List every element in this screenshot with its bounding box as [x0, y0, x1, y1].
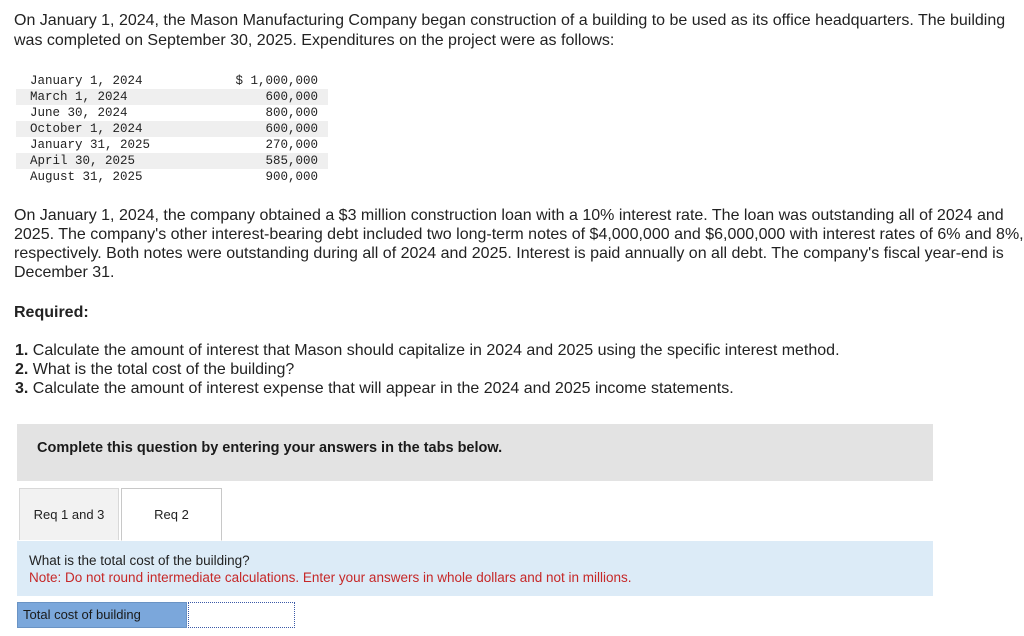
expenditure-amount: 270,000 — [265, 138, 318, 152]
requirements-list — [15, 341, 840, 398]
expenditure-amount: 600,000 — [200, 121, 328, 137]
expenditure-date: October 1, 2024 — [16, 121, 200, 137]
table-row — [16, 121, 328, 137]
table-row — [16, 89, 328, 105]
expenditure-amount: 900,000 — [265, 170, 318, 184]
expenditure-amount: $ 1,000,000 — [235, 74, 318, 88]
problem-intro: On January 1, 2024, the Mason Manufacturing Company began construction of a building to be used as its office headquarters. The building was completed on September 30, 2025. Expenditures on the project were as follows: — [14, 12, 1006, 49]
expenditure-date: January 1, 2024 — [30, 74, 143, 88]
table-row — [16, 105, 328, 121]
panel-question: What is the total cost of the building? — [29, 553, 250, 568]
panel-note: Note: Do not round intermediate calculations. Enter your answers in whole dollars and not in millions. — [29, 570, 632, 585]
instructions-banner: Complete this question by entering your answers in the tabs below. — [17, 424, 933, 481]
requirement-text: Calculate the amount of interest that Mason should capitalize in 2024 and 2025 using the specific interest method. — [32, 342, 840, 359]
expenditure-amount: 585,000 — [200, 153, 328, 169]
requirement-number: 2. — [15, 361, 29, 378]
expenditure-amount: 800,000 — [265, 106, 318, 120]
question-panel — [17, 541, 933, 596]
expenditures-table — [16, 73, 328, 185]
list-item — [15, 360, 840, 379]
tab-req-1-and-3[interactable]: Req 1 and 3 — [19, 488, 119, 540]
table-row — [16, 153, 328, 169]
requirement-number: 1. — [15, 342, 29, 359]
required-heading: Required: — [14, 304, 89, 321]
list-item — [15, 341, 840, 360]
requirement-text: Calculate the amount of interest expense that will appear in the 2024 and 2025 income statements. — [32, 380, 734, 397]
expenditure-date: January 31, 2025 — [30, 138, 151, 152]
requirement-text: What is the total cost of the building? — [32, 361, 295, 378]
expenditure-date: April 30, 2025 — [16, 153, 200, 169]
expenditure-date: June 30, 2024 — [30, 106, 128, 120]
list-item — [15, 379, 840, 398]
loan-details-paragraph: On January 1, 2024, the company obtained a $3 million construction loan with a 10% interest rate. The loan was outstanding all of 2024 and 2025. The company's other interest-bearing debt included two long-term notes of $4,000,000 and $6,000,000 with interest rates of 6% and 8%, respectively. Both notes were outstanding during all of 2024 and 2025. Interest is paid annually on all debt. The company's fiscal year-end is December 31. — [14, 207, 1024, 281]
expenditure-date: March 1, 2024 — [16, 89, 200, 105]
table-row — [16, 137, 328, 153]
expenditure-date: August 31, 2025 — [30, 170, 143, 184]
table-row — [16, 169, 328, 185]
requirement-number: 3. — [15, 380, 29, 397]
total-cost-label: Total cost of building — [17, 602, 187, 628]
expenditure-amount: 600,000 — [200, 89, 328, 105]
total-cost-input[interactable] — [188, 602, 295, 628]
tab-bar — [17, 488, 933, 542]
tab-req-2[interactable]: Req 2 — [121, 488, 222, 541]
table-row — [16, 73, 328, 89]
